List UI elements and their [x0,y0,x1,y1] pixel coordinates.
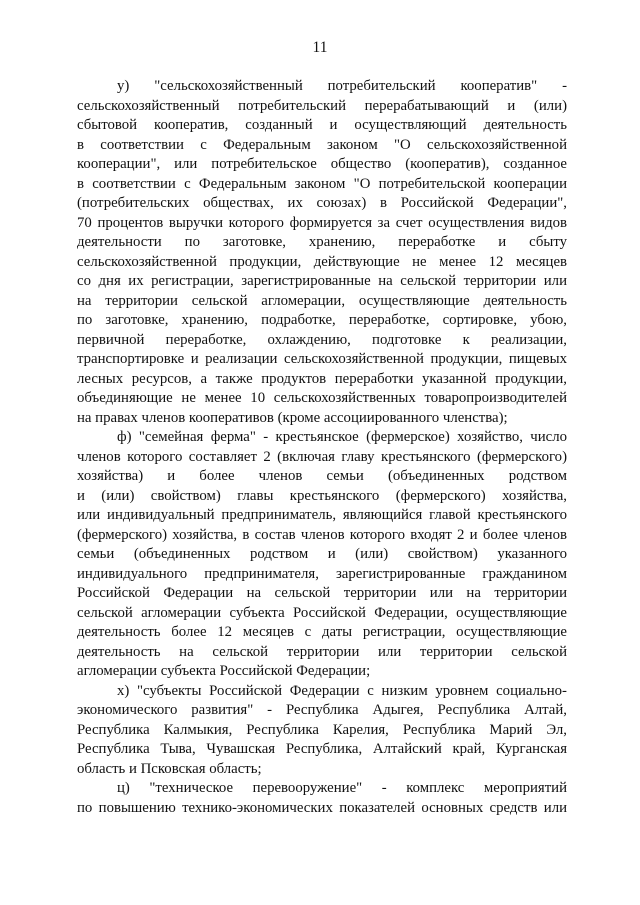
text-line: объединяющие не менее 10 сельскохозяйственных товаропроизводителей [77,390,567,406]
text-line: по повышению технико-экономических показателей основных средств или [77,799,567,816]
text-line: кооперации", или потребительское общество (кооператив), созданное [77,156,567,172]
text-line: экономического развития" - Республика Адыгея, Республика Алтай, [77,702,567,718]
text-line: индивидуального предпринимателя, зарегистрированные гражданином [77,565,567,582]
text-line: Республика Калмыкия, Республика Карелия, Республика Марий Эл, [77,721,567,738]
text-line: на правах членов кооперативов (кроме ассоциированного членства); [77,409,508,426]
text-line: семьи (объединенных родством и (или) свойством) указанного [77,546,567,562]
text-line: область и Псковская область; [77,760,262,777]
paragraph-first-line: х) "субъекты Российской Федерации с низким уровнем социально- [117,682,567,699]
text-line: в соответствии с Федеральным законом "О сельскохозяйственной [77,136,567,153]
text-line: сельской агломерации субъекта Российской Федерации, осуществляющие [77,604,567,621]
text-line: деятельность более 12 месяцев с даты регистрации, осуществляющие [77,624,567,640]
text-line: или индивидуальный предприниматель, являющийся главой крестьянского [77,507,567,523]
text-line: 70 процентов выручки которого формируется за счет осуществления видов [77,214,567,231]
text-line: Российской Федерации на сельской территории или на территории [77,585,567,601]
text-line: на территории сельской агломерации, осуществляющие деятельность [77,292,567,309]
text-line: деятельности по заготовке, хранению, переработке и сбыту [77,234,567,250]
text-line: агломерации субъекта Российской Федерации; [77,663,371,679]
paragraph-first-line: у) "сельскохозяйственный потребительский кооператив" - [117,78,567,94]
text-line: по заготовке, хранению, подработке, переработке, сортировке, убою, [77,312,567,328]
text-line: и (или) свойством) главы крестьянского (фермерского) хозяйства, [77,487,567,504]
paragraph-first-line: ц) "техническое перевооружение" - комплекс мероприятий [117,780,567,796]
text-line: хозяйства) и более членов семьи (объединенных родством [77,468,567,484]
text-line: сбытовой кооператив, созданный и осуществляющий деятельность [77,117,567,133]
text-line: со дня их регистрации, зарегистрированные на сельской территории или [77,273,567,289]
text-line: сельскохозяйственный потребительский перерабатывающий и (или) [77,97,567,114]
text-line: первичной переработке, охлаждению, подготовке к реализации, [77,331,567,348]
paragraph-first-line: ф) "семейная ферма" - крестьянское (фермерское) хозяйство, число [117,429,567,445]
text-line: (потребительских обществах, их союзах) в Российской Федерации", [77,195,567,211]
text-line: транспортировке и реализации сельскохозяйственной продукции, пищевых [77,351,567,367]
text-line: деятельность на сельской территории или территории сельской [77,643,567,660]
text-line: (фермерского) хозяйства, в состав членов которого входят 2 и более членов [77,526,567,543]
text-line: сельскохозяйственной продукции, действующие не менее 12 месяцев [77,253,567,270]
page-number: 11 [312,39,328,56]
document-body [77,77,567,818]
text-line: членов которого составляет 2 (включая главу крестьянского (фермерского) [77,448,567,465]
text-line: лесных ресурсов, а также продуктов переработки указанной продукции, [77,370,567,387]
text-line: в соответствии с Федеральным законом "О потребительской кооперации [77,175,567,192]
text-line: Республика Тыва, Чувашская Республика, Алтайский край, Курганская [77,741,567,757]
